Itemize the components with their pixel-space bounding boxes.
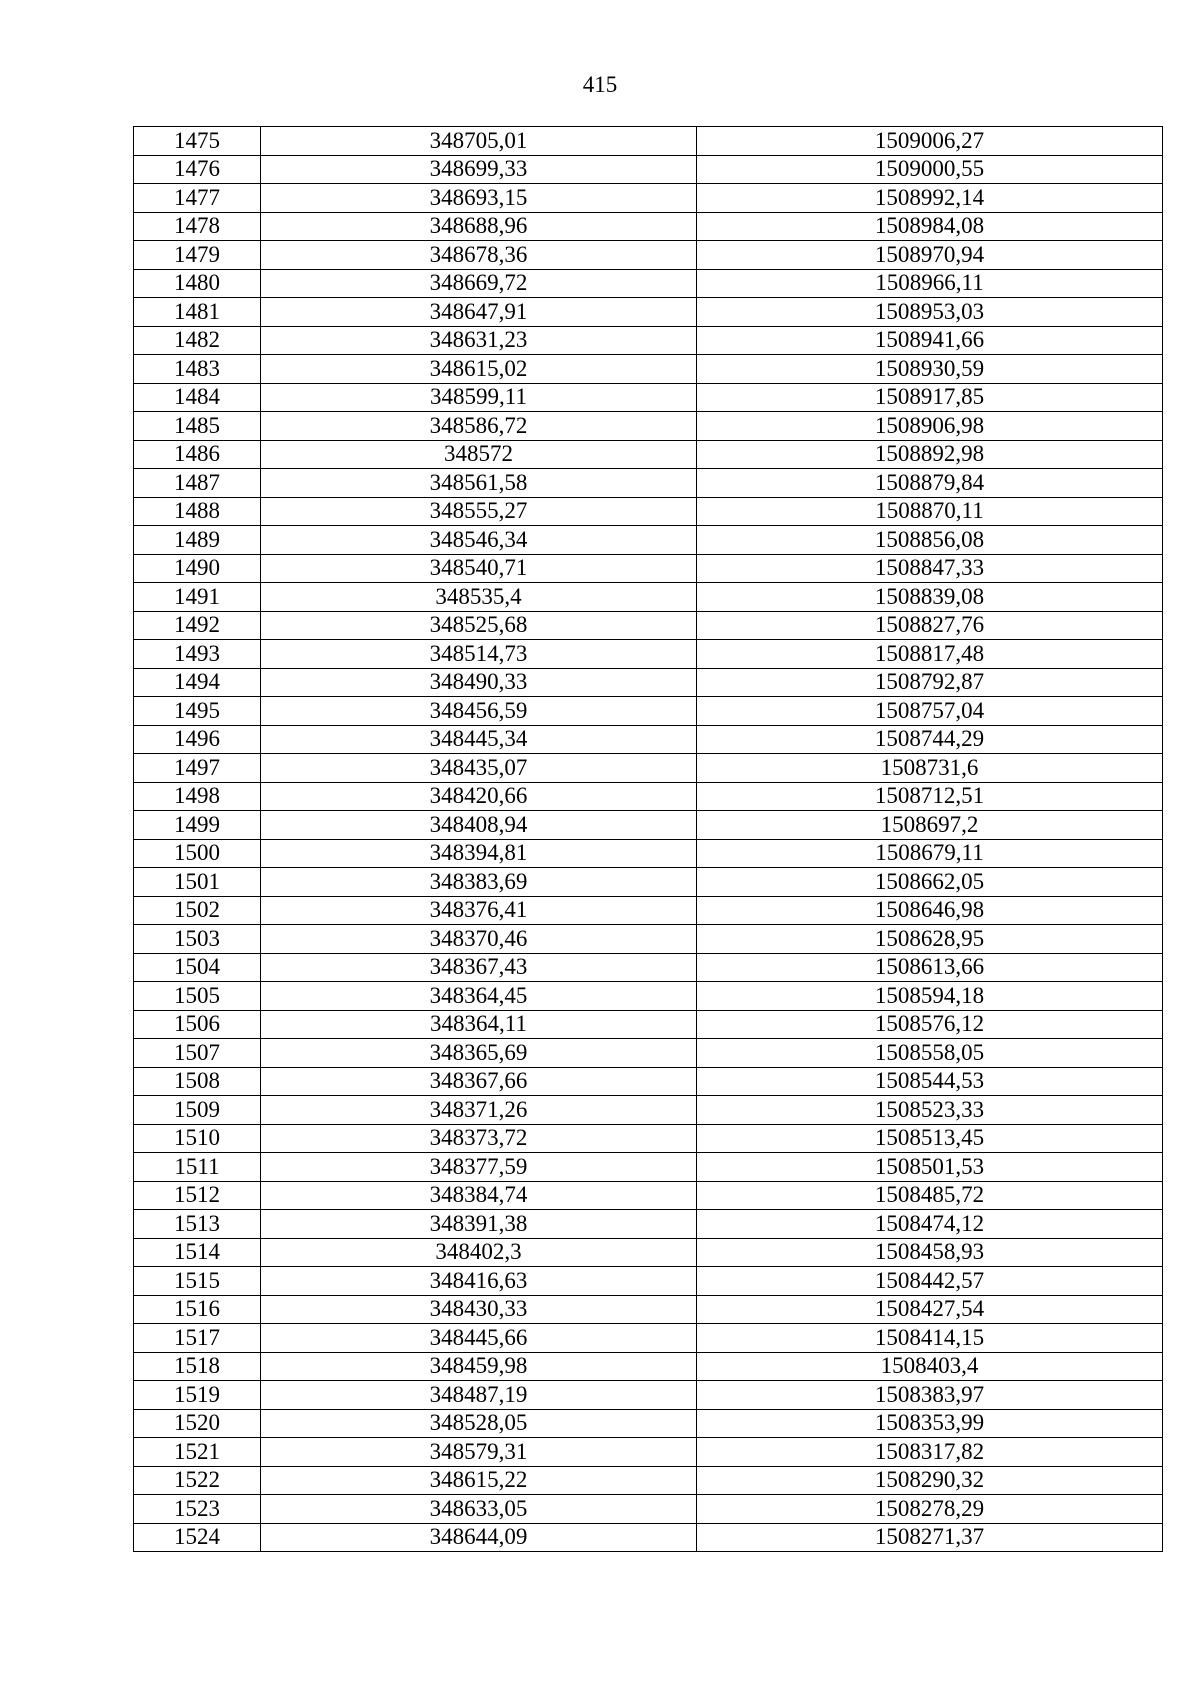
table-row bbox=[134, 925, 1163, 954]
y-coordinate-cell: 1508817,48 bbox=[697, 640, 1163, 669]
x-coordinate-cell: 348383,69 bbox=[261, 868, 697, 897]
table-row bbox=[134, 1409, 1163, 1438]
point-number-cell: 1504 bbox=[134, 953, 261, 982]
point-number-cell: 1489 bbox=[134, 526, 261, 555]
coordinates-table-body bbox=[134, 127, 1163, 1552]
point-number-cell: 1508 bbox=[134, 1067, 261, 1096]
x-coordinate-cell: 348528,05 bbox=[261, 1409, 697, 1438]
x-coordinate-cell: 348615,22 bbox=[261, 1466, 697, 1495]
point-number-cell: 1481 bbox=[134, 298, 261, 327]
table-row bbox=[134, 1352, 1163, 1381]
y-coordinate-cell: 1508628,95 bbox=[697, 925, 1163, 954]
x-coordinate-cell: 348693,15 bbox=[261, 184, 697, 213]
point-number-cell: 1511 bbox=[134, 1153, 261, 1182]
table-row bbox=[134, 355, 1163, 384]
y-coordinate-cell: 1508558,05 bbox=[697, 1039, 1163, 1068]
coordinates-table bbox=[133, 126, 1163, 1552]
y-coordinate-cell: 1508992,14 bbox=[697, 184, 1163, 213]
x-coordinate-cell: 348633,05 bbox=[261, 1495, 697, 1524]
y-coordinate-cell: 1509000,55 bbox=[697, 155, 1163, 184]
point-number-cell: 1491 bbox=[134, 583, 261, 612]
y-coordinate-cell: 1508442,57 bbox=[697, 1267, 1163, 1296]
table-row bbox=[134, 1096, 1163, 1125]
y-coordinate-cell: 1508917,85 bbox=[697, 383, 1163, 412]
point-number-cell: 1519 bbox=[134, 1381, 261, 1410]
y-coordinate-cell: 1508953,03 bbox=[697, 298, 1163, 327]
x-coordinate-cell: 348377,59 bbox=[261, 1153, 697, 1182]
table-row bbox=[134, 383, 1163, 412]
y-coordinate-cell: 1508513,45 bbox=[697, 1124, 1163, 1153]
table-row bbox=[134, 412, 1163, 441]
point-number-cell: 1495 bbox=[134, 697, 261, 726]
point-number-cell: 1503 bbox=[134, 925, 261, 954]
x-coordinate-cell: 348367,43 bbox=[261, 953, 697, 982]
point-number-cell: 1490 bbox=[134, 554, 261, 583]
table-row bbox=[134, 1238, 1163, 1267]
x-coordinate-cell: 348487,19 bbox=[261, 1381, 697, 1410]
point-number-cell: 1518 bbox=[134, 1352, 261, 1381]
table-row bbox=[134, 212, 1163, 241]
x-coordinate-cell: 348535,4 bbox=[261, 583, 697, 612]
x-coordinate-cell: 348373,72 bbox=[261, 1124, 697, 1153]
y-coordinate-cell: 1508870,11 bbox=[697, 497, 1163, 526]
y-coordinate-cell: 1508970,94 bbox=[697, 241, 1163, 270]
x-coordinate-cell: 348572 bbox=[261, 440, 697, 469]
y-coordinate-cell: 1508662,05 bbox=[697, 868, 1163, 897]
y-coordinate-cell: 1508792,87 bbox=[697, 668, 1163, 697]
point-number-cell: 1506 bbox=[134, 1010, 261, 1039]
x-coordinate-cell: 348669,72 bbox=[261, 269, 697, 298]
table-row bbox=[134, 526, 1163, 555]
table-row bbox=[134, 1381, 1163, 1410]
table-row bbox=[134, 298, 1163, 327]
table-row bbox=[134, 1466, 1163, 1495]
table-row bbox=[134, 1039, 1163, 1068]
x-coordinate-cell: 348540,71 bbox=[261, 554, 697, 583]
table-row bbox=[134, 127, 1163, 156]
y-coordinate-cell: 1508984,08 bbox=[697, 212, 1163, 241]
point-number-cell: 1500 bbox=[134, 839, 261, 868]
table-row bbox=[134, 953, 1163, 982]
point-number-cell: 1521 bbox=[134, 1438, 261, 1467]
y-coordinate-cell: 1508278,29 bbox=[697, 1495, 1163, 1524]
table-row bbox=[134, 811, 1163, 840]
x-coordinate-cell: 348514,73 bbox=[261, 640, 697, 669]
y-coordinate-cell: 1508576,12 bbox=[697, 1010, 1163, 1039]
y-coordinate-cell: 1508731,6 bbox=[697, 754, 1163, 783]
x-coordinate-cell: 348561,58 bbox=[261, 469, 697, 498]
table-row bbox=[134, 1523, 1163, 1552]
point-number-cell: 1478 bbox=[134, 212, 261, 241]
point-number-cell: 1514 bbox=[134, 1238, 261, 1267]
x-coordinate-cell: 348631,23 bbox=[261, 326, 697, 355]
x-coordinate-cell: 348364,11 bbox=[261, 1010, 697, 1039]
x-coordinate-cell: 348525,68 bbox=[261, 611, 697, 640]
y-coordinate-cell: 1508290,32 bbox=[697, 1466, 1163, 1495]
x-coordinate-cell: 348435,07 bbox=[261, 754, 697, 783]
y-coordinate-cell: 1508353,99 bbox=[697, 1409, 1163, 1438]
point-number-cell: 1494 bbox=[134, 668, 261, 697]
x-coordinate-cell: 348705,01 bbox=[261, 127, 697, 156]
y-coordinate-cell: 1508744,29 bbox=[697, 725, 1163, 754]
x-coordinate-cell: 348371,26 bbox=[261, 1096, 697, 1125]
point-number-cell: 1496 bbox=[134, 725, 261, 754]
table-row bbox=[134, 241, 1163, 270]
x-coordinate-cell: 348688,96 bbox=[261, 212, 697, 241]
table-row bbox=[134, 1010, 1163, 1039]
x-coordinate-cell: 348644,09 bbox=[261, 1523, 697, 1552]
y-coordinate-cell: 1508271,37 bbox=[697, 1523, 1163, 1552]
table-row bbox=[134, 611, 1163, 640]
table-row bbox=[134, 1153, 1163, 1182]
point-number-cell: 1493 bbox=[134, 640, 261, 669]
x-coordinate-cell: 348420,66 bbox=[261, 782, 697, 811]
table-row bbox=[134, 640, 1163, 669]
table-row bbox=[134, 269, 1163, 298]
x-coordinate-cell: 348615,02 bbox=[261, 355, 697, 384]
x-coordinate-cell: 348445,66 bbox=[261, 1324, 697, 1353]
y-coordinate-cell: 1508427,54 bbox=[697, 1295, 1163, 1324]
x-coordinate-cell: 348364,45 bbox=[261, 982, 697, 1011]
point-number-cell: 1488 bbox=[134, 497, 261, 526]
table-row bbox=[134, 497, 1163, 526]
page-number: 415 bbox=[582, 72, 618, 97]
point-number-cell: 1486 bbox=[134, 440, 261, 469]
table-row bbox=[134, 1267, 1163, 1296]
table-row bbox=[134, 554, 1163, 583]
table-row bbox=[134, 1495, 1163, 1524]
point-number-cell: 1517 bbox=[134, 1324, 261, 1353]
point-number-cell: 1499 bbox=[134, 811, 261, 840]
y-coordinate-cell: 1508317,82 bbox=[697, 1438, 1163, 1467]
table-row bbox=[134, 1210, 1163, 1239]
table-row bbox=[134, 1124, 1163, 1153]
table-row bbox=[134, 697, 1163, 726]
table-row bbox=[134, 583, 1163, 612]
table-row bbox=[134, 1295, 1163, 1324]
point-number-cell: 1510 bbox=[134, 1124, 261, 1153]
table-row bbox=[134, 896, 1163, 925]
table-row bbox=[134, 326, 1163, 355]
point-number-cell: 1501 bbox=[134, 868, 261, 897]
table-row bbox=[134, 155, 1163, 184]
x-coordinate-cell: 348370,46 bbox=[261, 925, 697, 954]
point-number-cell: 1498 bbox=[134, 782, 261, 811]
x-coordinate-cell: 348445,34 bbox=[261, 725, 697, 754]
y-coordinate-cell: 1508966,11 bbox=[697, 269, 1163, 298]
table-row bbox=[134, 754, 1163, 783]
y-coordinate-cell: 1508839,08 bbox=[697, 583, 1163, 612]
x-coordinate-cell: 348555,27 bbox=[261, 497, 697, 526]
y-coordinate-cell: 1508712,51 bbox=[697, 782, 1163, 811]
y-coordinate-cell: 1508879,84 bbox=[697, 469, 1163, 498]
table-row bbox=[134, 1324, 1163, 1353]
x-coordinate-cell: 348402,3 bbox=[261, 1238, 697, 1267]
point-number-cell: 1475 bbox=[134, 127, 261, 156]
table-row bbox=[134, 1067, 1163, 1096]
y-coordinate-cell: 1508383,97 bbox=[697, 1381, 1163, 1410]
x-coordinate-cell: 348490,33 bbox=[261, 668, 697, 697]
x-coordinate-cell: 348546,34 bbox=[261, 526, 697, 555]
x-coordinate-cell: 348391,38 bbox=[261, 1210, 697, 1239]
x-coordinate-cell: 348586,72 bbox=[261, 412, 697, 441]
y-coordinate-cell: 1508523,33 bbox=[697, 1096, 1163, 1125]
y-coordinate-cell: 1508474,12 bbox=[697, 1210, 1163, 1239]
x-coordinate-cell: 348394,81 bbox=[261, 839, 697, 868]
y-coordinate-cell: 1508613,66 bbox=[697, 953, 1163, 982]
point-number-cell: 1502 bbox=[134, 896, 261, 925]
table-row bbox=[134, 1438, 1163, 1467]
x-coordinate-cell: 348456,59 bbox=[261, 697, 697, 726]
point-number-cell: 1479 bbox=[134, 241, 261, 270]
x-coordinate-cell: 348699,33 bbox=[261, 155, 697, 184]
table-row bbox=[134, 668, 1163, 697]
point-number-cell: 1513 bbox=[134, 1210, 261, 1239]
y-coordinate-cell: 1508594,18 bbox=[697, 982, 1163, 1011]
y-coordinate-cell: 1508847,33 bbox=[697, 554, 1163, 583]
y-coordinate-cell: 1508544,53 bbox=[697, 1067, 1163, 1096]
table-row bbox=[134, 839, 1163, 868]
x-coordinate-cell: 348365,69 bbox=[261, 1039, 697, 1068]
y-coordinate-cell: 1508827,76 bbox=[697, 611, 1163, 640]
y-coordinate-cell: 1508856,08 bbox=[697, 526, 1163, 555]
table-row bbox=[134, 469, 1163, 498]
x-coordinate-cell: 348376,41 bbox=[261, 896, 697, 925]
x-coordinate-cell: 348408,94 bbox=[261, 811, 697, 840]
x-coordinate-cell: 348579,31 bbox=[261, 1438, 697, 1467]
point-number-cell: 1507 bbox=[134, 1039, 261, 1068]
x-coordinate-cell: 348416,63 bbox=[261, 1267, 697, 1296]
point-number-cell: 1522 bbox=[134, 1466, 261, 1495]
y-coordinate-cell: 1508892,98 bbox=[697, 440, 1163, 469]
point-number-cell: 1484 bbox=[134, 383, 261, 412]
point-number-cell: 1505 bbox=[134, 982, 261, 1011]
y-coordinate-cell: 1508403,4 bbox=[697, 1352, 1163, 1381]
x-coordinate-cell: 348678,36 bbox=[261, 241, 697, 270]
y-coordinate-cell: 1508414,15 bbox=[697, 1324, 1163, 1353]
y-coordinate-cell: 1508485,72 bbox=[697, 1181, 1163, 1210]
point-number-cell: 1492 bbox=[134, 611, 261, 640]
x-coordinate-cell: 348647,91 bbox=[261, 298, 697, 327]
table-row bbox=[134, 440, 1163, 469]
point-number-cell: 1487 bbox=[134, 469, 261, 498]
x-coordinate-cell: 348430,33 bbox=[261, 1295, 697, 1324]
y-coordinate-cell: 1508906,98 bbox=[697, 412, 1163, 441]
point-number-cell: 1482 bbox=[134, 326, 261, 355]
y-coordinate-cell: 1508679,11 bbox=[697, 839, 1163, 868]
point-number-cell: 1520 bbox=[134, 1409, 261, 1438]
point-number-cell: 1516 bbox=[134, 1295, 261, 1324]
y-coordinate-cell: 1508697,2 bbox=[697, 811, 1163, 840]
point-number-cell: 1476 bbox=[134, 155, 261, 184]
table-row bbox=[134, 1181, 1163, 1210]
point-number-cell: 1485 bbox=[134, 412, 261, 441]
y-coordinate-cell: 1509006,27 bbox=[697, 127, 1163, 156]
point-number-cell: 1477 bbox=[134, 184, 261, 213]
point-number-cell: 1483 bbox=[134, 355, 261, 384]
point-number-cell: 1515 bbox=[134, 1267, 261, 1296]
point-number-cell: 1509 bbox=[134, 1096, 261, 1125]
point-number-cell: 1497 bbox=[134, 754, 261, 783]
table-row bbox=[134, 868, 1163, 897]
point-number-cell: 1480 bbox=[134, 269, 261, 298]
y-coordinate-cell: 1508930,59 bbox=[697, 355, 1163, 384]
x-coordinate-cell: 348599,11 bbox=[261, 383, 697, 412]
point-number-cell: 1523 bbox=[134, 1495, 261, 1524]
table-row bbox=[134, 725, 1163, 754]
point-number-cell: 1512 bbox=[134, 1181, 261, 1210]
table-row bbox=[134, 782, 1163, 811]
x-coordinate-cell: 348367,66 bbox=[261, 1067, 697, 1096]
point-number-cell: 1524 bbox=[134, 1523, 261, 1552]
y-coordinate-cell: 1508941,66 bbox=[697, 326, 1163, 355]
y-coordinate-cell: 1508757,04 bbox=[697, 697, 1163, 726]
y-coordinate-cell: 1508458,93 bbox=[697, 1238, 1163, 1267]
y-coordinate-cell: 1508646,98 bbox=[697, 896, 1163, 925]
x-coordinate-cell: 348459,98 bbox=[261, 1352, 697, 1381]
y-coordinate-cell: 1508501,53 bbox=[697, 1153, 1163, 1182]
x-coordinate-cell: 348384,74 bbox=[261, 1181, 697, 1210]
table-row bbox=[134, 184, 1163, 213]
table-row bbox=[134, 982, 1163, 1011]
